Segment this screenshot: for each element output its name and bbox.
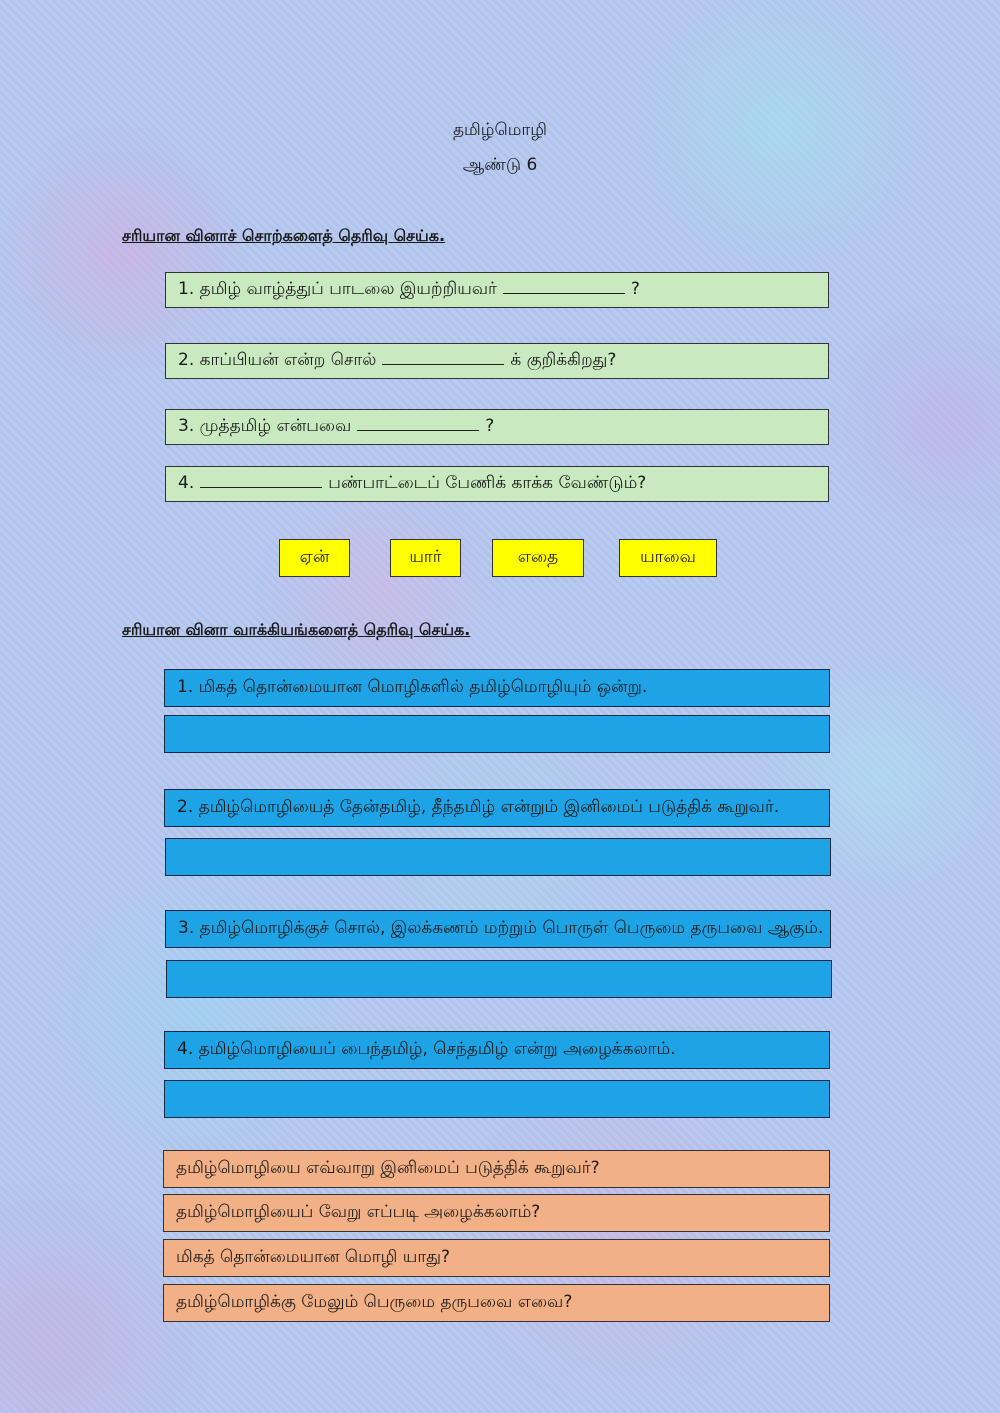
question-1 (165, 272, 829, 308)
option-chip-3[interactable]: எதை (492, 539, 584, 577)
question-2-text: 2. காப்பியன் என்ற சொல் (178, 350, 377, 370)
worksheet-year: ஆண்டு 6 (462, 155, 538, 175)
option-chip-1[interactable]: ஏன் (279, 539, 350, 577)
option-chip-4[interactable]: யாவை (619, 539, 717, 577)
worksheet-subject: தமிழ்மொழி (452, 120, 547, 140)
answer-slot-1[interactable] (164, 715, 830, 753)
question-4-end: பண்பாட்டைப் பேணிக் காக்க வேண்டும்? (328, 473, 647, 493)
answer-blank-1[interactable] (503, 275, 625, 294)
question-4 (165, 466, 829, 502)
answer-option-2[interactable]: தமிழ்மொழியைப் வேறு எப்படி அழைக்கலாம்? (163, 1194, 830, 1232)
question-4-text: 4. (178, 473, 195, 493)
answer-blank-2[interactable] (382, 346, 504, 365)
answer-slot-2[interactable] (165, 838, 831, 876)
option-chip-2[interactable]: யார் (390, 539, 461, 577)
question-2 (165, 343, 829, 379)
answer-blank-4[interactable] (200, 469, 322, 488)
answer-blank-3[interactable] (357, 412, 479, 431)
question-3 (165, 409, 829, 445)
question-1-text: 1. தமிழ் வாழ்த்துப் பாடலை இயற்றியவர் (178, 279, 497, 299)
question-3-text: 3. முத்தமிழ் என்பவை (178, 416, 352, 436)
question-2-end: க் குறிக்கிறது? (510, 350, 617, 370)
answer-slot-3[interactable] (166, 960, 832, 998)
answer-option-3[interactable]: மிகத் தொன்மையான மொழி யாது? (163, 1239, 830, 1277)
question-3-end: ? (485, 416, 495, 436)
statement-4: 4. தமிழ்மொழியைப் பைந்தமிழ், செந்தமிழ் என்று அழைக்கலாம். (164, 1031, 830, 1069)
statement-2: 2. தமிழ்மொழியைத் தேன்தமிழ், தீந்தமிழ் என்றும் இனிமைப் படுத்திக் கூறுவர். (164, 789, 830, 827)
question-1-end: ? (630, 279, 640, 299)
answer-option-1[interactable]: தமிழ்மொழியை எவ்வாறு இனிமைப் படுத்திக் கூறுவர்? (163, 1150, 830, 1188)
answer-option-4[interactable]: தமிழ்மொழிக்கு மேலும் பெருமை தருபவை எவை? (163, 1284, 830, 1322)
section2-heading: சரியான வினா வாக்கியங்களைத் தெரிவு செய்க. (122, 620, 471, 639)
statement-3: 3. தமிழ்மொழிக்குச் சொல், இலக்கணம் மற்றும் பொருள் பெருமை தருபவை ஆகும். (165, 910, 831, 948)
section1-heading: சரியான வினாச் சொற்களைத் தெரிவு செய்க. (122, 226, 446, 245)
answer-slot-4[interactable] (164, 1080, 830, 1118)
statement-1: 1. மிகத் தொன்மையான மொழிகளில் தமிழ்மொழியும் ஒன்று. (164, 669, 830, 707)
